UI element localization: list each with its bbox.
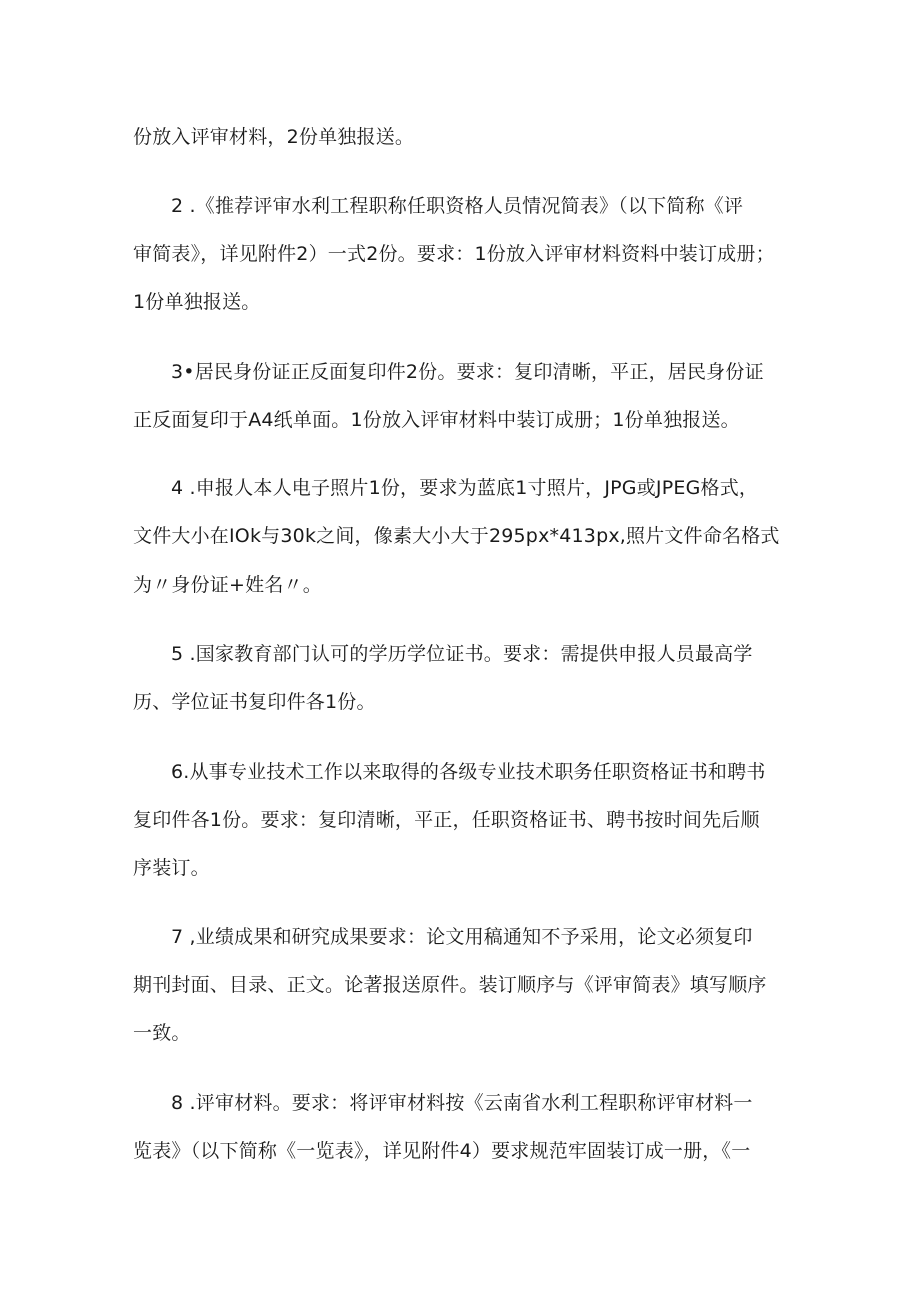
text-line-14: 序装订。 bbox=[133, 857, 210, 879]
text-line-16: 期刊封面、目录、正文。论著报送原件。装订顺序与《评审简表》填写顺序 bbox=[133, 974, 767, 996]
text-line-9: 为〃身份证+姓名〃。 bbox=[133, 574, 322, 596]
text-line-1: 份放入评审材料，2份单独报送。 bbox=[133, 126, 415, 148]
text-line-7: 4 .申报人本人电子照片1份，要求为蓝底1寸照片，JPG或JPEG格式， bbox=[171, 477, 759, 499]
text-line-2: 2 .《推荐评审水利工程职称任职资格人员情况简表》（以下简称《评 bbox=[171, 195, 744, 217]
text-line-13: 复印件各1份。要求：复印清晰，平正，任职资格证书、聘书按时间先后顺 bbox=[133, 809, 760, 831]
text-line-11: 历、学位证书复印件各1份。 bbox=[133, 691, 376, 713]
text-line-12: 6.从事专业技术工作以来取得的各级专业技术职务任职资格证书和聘书 bbox=[171, 761, 766, 783]
text-line-17: 一致。 bbox=[133, 1022, 191, 1044]
text-line-8: 文件大小在IOk与30k之间，像素大小大于295px*413px,照片文件命名格式 bbox=[133, 525, 780, 547]
text-line-19: 览表》（以下简称《一览表》，详见附件4）要求规范牢固装订成一册，《一 bbox=[133, 1140, 751, 1162]
text-line-10: 5 .国家教育部门认可的学历学位证书。要求：需提供申报人员最高学 bbox=[171, 643, 753, 665]
text-line-18: 8 .评审材料。要求：将评审材料按《云南省水利工程职称评审材料一 bbox=[171, 1092, 753, 1114]
text-line-6: 正反面复印于A4纸单面。1份放入评审材料中装订成册；1份单独报送。 bbox=[133, 409, 740, 431]
text-line-4: 1份单独报送。 bbox=[133, 291, 261, 313]
text-line-3: 审简表》，详见附件2）一式2份。要求：1份放入评审材料资料中装订成册； bbox=[133, 243, 775, 265]
text-line-15: 7 ,业绩成果和研究成果要求：论文用稿通知不予采用，论文必须复印 bbox=[171, 926, 753, 948]
text-line-5: 3•居民身份证正反面复印件2份。要求：复印清晰，平正，居民身份证 bbox=[171, 361, 764, 383]
